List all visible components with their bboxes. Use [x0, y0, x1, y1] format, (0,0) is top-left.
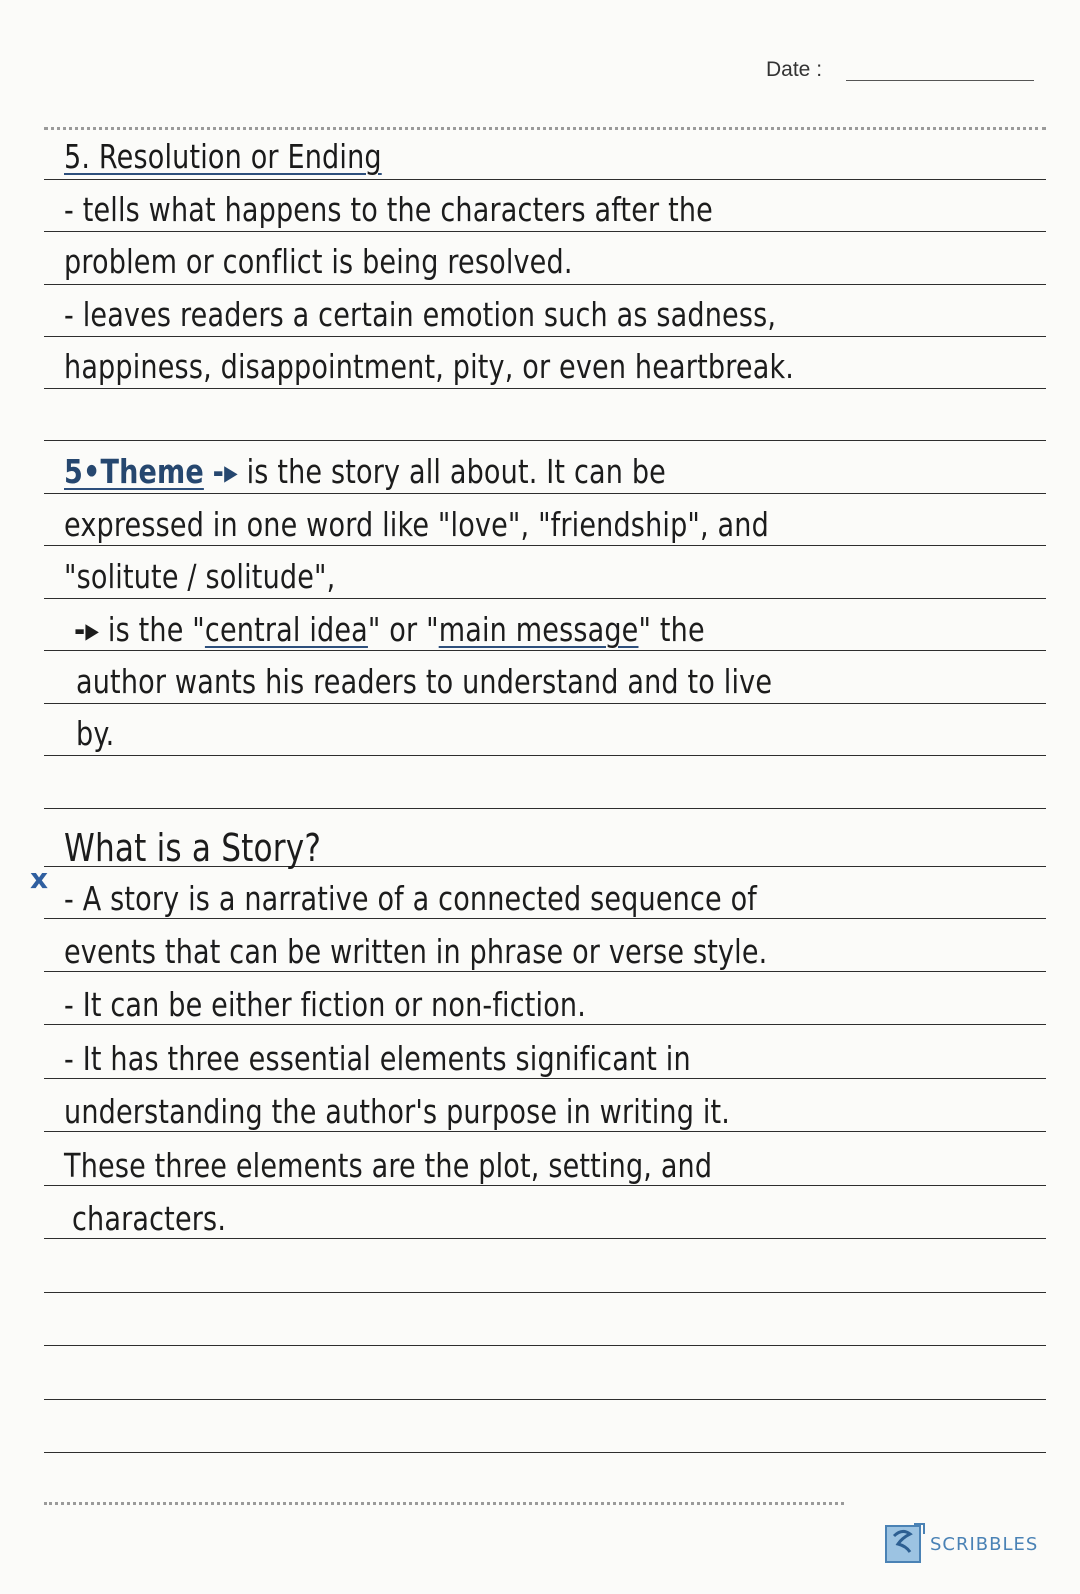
ruled-line — [44, 971, 1046, 972]
theme-line-5: author wants his readers to understand and to live — [76, 662, 773, 701]
story-line-1: - A story is a narrative of a connected sequence of — [64, 879, 757, 918]
logo-text: SCRIBBLES — [930, 1534, 1039, 1555]
ruled-line — [44, 388, 1046, 389]
resolution-line-4: happiness, disappointment, pity, or even heartbreak. — [64, 347, 795, 386]
resolution-heading: 5. Resolution or Ending — [64, 137, 382, 176]
central-idea-text: central idea — [204, 610, 368, 649]
scribbles-logo — [884, 1520, 1044, 1568]
ruled-line — [44, 231, 1046, 232]
ruled-line — [44, 1345, 1046, 1346]
theme-line-1-text: is the story all about. It can be — [246, 452, 666, 491]
ruled-line — [44, 1292, 1046, 1293]
ruled-line — [44, 1452, 1046, 1453]
theme-line-4-part-1: is the " — [107, 610, 205, 649]
ruled-line — [44, 703, 1046, 704]
story-line-4: - It has three essential elements significant in — [64, 1039, 691, 1078]
ruled-line — [44, 1131, 1046, 1132]
ruled-line — [44, 598, 1046, 599]
ruled-line — [44, 1024, 1046, 1025]
ruled-line — [44, 1185, 1046, 1186]
top-dotted-line — [44, 127, 1046, 130]
ruled-line — [44, 650, 1046, 651]
ruled-line — [44, 755, 1046, 756]
arrow-icon: -▸ — [212, 452, 238, 491]
story-line-3: - It can be either fiction or non-fiction. — [64, 985, 587, 1024]
ruled-line — [44, 284, 1046, 285]
theme-line-1 — [64, 452, 666, 491]
date-label: Date : — [766, 58, 823, 81]
story-line-5: understanding the author's purpose in writing it. — [64, 1092, 731, 1131]
ruled-line — [44, 1238, 1046, 1239]
ruled-line — [44, 1399, 1046, 1400]
ruled-line — [44, 918, 1046, 919]
theme-line-3: "solitute / solitude", — [64, 557, 336, 596]
ruled-line — [44, 179, 1046, 180]
ruled-line — [44, 808, 1046, 809]
ruled-line — [44, 545, 1046, 546]
story-line-2: events that can be written in phrase or verse style. — [64, 932, 768, 971]
story-heading: What is a Story? — [64, 826, 322, 870]
theme-line-2: expressed in one word like "love", "friendship", and — [64, 505, 769, 544]
bottom-dotted-line — [44, 1502, 844, 1505]
x-mark-icon: x — [30, 862, 49, 895]
theme-line-6: by. — [76, 714, 115, 753]
ruled-line — [44, 493, 1046, 494]
resolution-line-3: - leaves readers a certain emotion such as sadness, — [64, 295, 777, 334]
main-message-text: main message — [438, 610, 639, 649]
story-line-7: characters. — [72, 1199, 227, 1238]
theme-line-4-part-2: " or " — [367, 610, 439, 649]
date-field-line — [846, 80, 1034, 81]
ruled-line — [44, 336, 1046, 337]
arrow-icon: -▸ — [74, 610, 100, 649]
scribbles-logo-icon — [884, 1520, 928, 1566]
ruled-line — [44, 440, 1046, 441]
resolution-line-1: - tells what happens to the characters after the — [64, 190, 713, 229]
theme-line-4 — [74, 610, 705, 649]
story-line-6: These three elements are the plot, setting, and — [64, 1146, 713, 1185]
theme-line-4-part-3: " the — [638, 610, 705, 649]
resolution-line-2: problem or conflict is being resolved. — [64, 242, 573, 281]
ruled-line — [44, 1078, 1046, 1079]
theme-heading: 5•Theme — [64, 452, 204, 491]
